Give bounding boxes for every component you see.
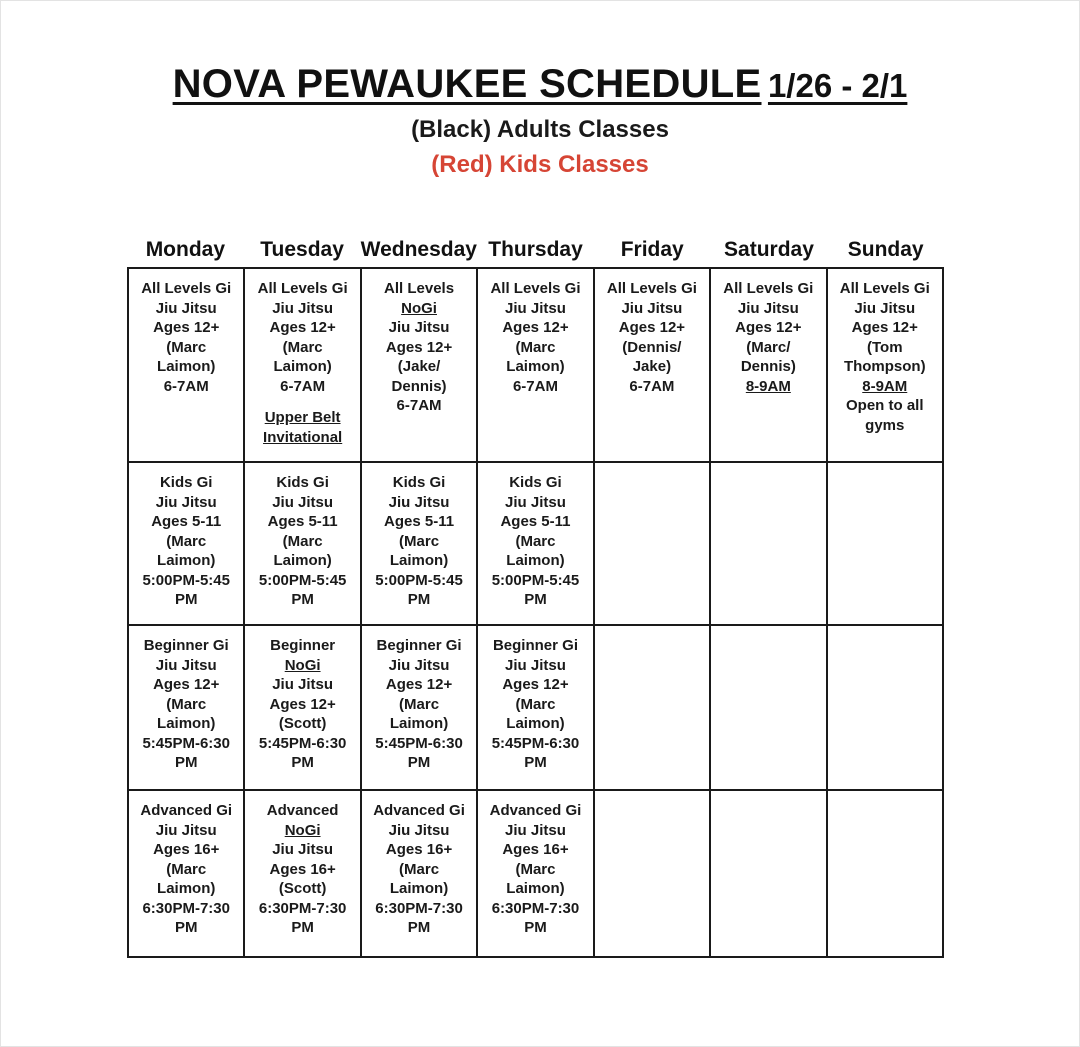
class-line: Dennis) — [391, 377, 447, 395]
class-line: 5:45PM-6:30 — [142, 734, 230, 752]
class-line: (Marc/ — [746, 338, 791, 356]
class-line: Jiu Jitsu — [155, 493, 217, 511]
class-line: Laimon) — [389, 880, 449, 897]
class-line: PM — [174, 754, 198, 771]
class-line: 6:30PM-7:30 — [375, 899, 463, 917]
class-cell-thursday — [477, 625, 593, 790]
class-line: Advanced — [266, 802, 339, 819]
class-cell-monday — [128, 268, 244, 462]
class-line: (Marc — [166, 695, 207, 713]
class-line: PM — [407, 919, 431, 936]
class-line: 8-9AM — [745, 377, 791, 395]
day-header-monday: Monday — [145, 238, 226, 261]
class-line: (Marc — [166, 532, 207, 550]
schedule-date-range: 1/26 - 2/1 — [767, 67, 908, 104]
class-line: Jiu Jitsu — [388, 319, 450, 336]
class-line: 5:00PM-5:45 — [375, 571, 463, 589]
class-cell-saturday — [710, 790, 826, 957]
class-cell-monday — [128, 462, 244, 625]
class-line: (Marc — [282, 532, 323, 550]
class-line: Jiu Jitsu — [388, 493, 450, 511]
class-line: Ages 12+ — [385, 676, 453, 693]
class-line: Jiu Jitsu — [505, 299, 566, 317]
class-line: NoGi — [284, 656, 321, 674]
class-line: Laimon) — [506, 552, 565, 569]
schedule-table — [127, 267, 944, 958]
class-line: PM — [291, 919, 314, 936]
class-line: 5:45PM-6:30 — [375, 734, 463, 752]
class-line: Ages 5-11 — [151, 513, 222, 530]
class-line: 5:00PM-5:45 — [142, 571, 230, 589]
class-line: (Tom — [866, 338, 903, 356]
day-header-row — [127, 238, 944, 268]
class-line: (Scott) — [278, 715, 327, 732]
class-line: Laimon) — [506, 358, 565, 375]
class-line: Dennis) — [740, 358, 796, 375]
class-line: Ages 12+ — [735, 319, 802, 336]
class-cell-friday — [594, 462, 710, 625]
class-line: Jiu Jitsu — [155, 821, 217, 839]
class-cell-thursday — [477, 268, 593, 462]
class-line: Ages 12+ — [502, 676, 569, 693]
class-line: Jiu Jitsu — [621, 299, 683, 317]
class-cell-sunday — [827, 268, 943, 462]
event-note: Upper Belt — [264, 409, 341, 426]
class-line: 6:30PM-7:30 — [258, 899, 347, 917]
class-line: Beginner Gi — [143, 637, 229, 654]
class-line: 6-7AM — [512, 377, 558, 395]
class-line: Ages 12+ — [502, 319, 569, 336]
page-title — [0, 62, 1080, 107]
class-line: Laimon) — [389, 552, 449, 569]
class-line: NoGi — [284, 821, 321, 839]
schedule-row — [128, 462, 943, 625]
class-line: Kids Gi — [509, 474, 562, 491]
class-line: Jake) — [632, 358, 672, 375]
class-cell-tuesday — [244, 268, 360, 462]
class-line: Ages 5-11 — [267, 513, 338, 530]
class-line: (Marc — [166, 338, 207, 356]
class-line: 5:00PM-5:45 — [491, 571, 580, 589]
class-line: Advanced Gi — [373, 802, 465, 819]
class-cell-monday — [128, 625, 244, 790]
class-line: All Levels Gi — [257, 280, 348, 297]
class-cell-wednesday — [361, 790, 477, 957]
day-header-sunday: Sunday — [847, 238, 924, 261]
class-line: Jiu Jitsu — [505, 656, 566, 674]
class-line: Ages 16+ — [385, 841, 453, 858]
class-line: 5:45PM-6:30 — [491, 734, 580, 752]
class-line: Jiu Jitsu — [272, 493, 334, 511]
class-line: 6-7AM — [396, 397, 442, 414]
day-header-wednesday: Wednesday — [360, 238, 477, 261]
class-line: (Jake/ — [397, 358, 441, 375]
class-line: Jiu Jitsu — [155, 656, 217, 674]
class-line: PM — [524, 754, 547, 771]
class-line: 6:30PM-7:30 — [491, 899, 580, 917]
class-line: 6-7AM — [163, 377, 209, 395]
day-header-tuesday: Tuesday — [260, 238, 344, 261]
class-line: 5:00PM-5:45 — [258, 571, 347, 589]
class-cell-wednesday — [361, 462, 477, 625]
class-line: Ages 12+ — [269, 695, 336, 713]
class-line: PM — [524, 591, 547, 608]
class-line: Jiu Jitsu — [854, 299, 916, 317]
class-cell-thursday — [477, 790, 593, 957]
class-line: (Marc — [399, 532, 440, 550]
class-line: Jiu Jitsu — [272, 676, 334, 693]
class-line: 6-7AM — [629, 377, 675, 395]
class-line: Thompson) — [843, 358, 926, 375]
class-cell-sunday — [827, 790, 943, 957]
schedule-row — [128, 790, 943, 957]
class-line: (Marc — [515, 695, 556, 713]
class-line: Laimon) — [157, 552, 216, 569]
class-cell-tuesday — [244, 790, 360, 957]
class-line: PM — [524, 919, 547, 936]
class-line: (Scott) — [278, 880, 327, 897]
class-cell-sunday — [827, 462, 943, 625]
class-line: Jiu Jitsu — [505, 821, 566, 839]
class-line: Ages 12+ — [385, 338, 453, 356]
class-line: 8-9AM — [862, 377, 908, 395]
class-line: Jiu Jitsu — [272, 841, 334, 858]
legend-kids: (Red) Kids Classes — [431, 151, 649, 178]
class-line: PM — [291, 591, 314, 608]
class-line: Laimon) — [157, 715, 216, 732]
spacer — [247, 396, 357, 408]
day-header-thursday: Thursday — [488, 238, 583, 261]
class-line: (Marc — [166, 860, 207, 878]
class-line: Laimon) — [389, 715, 449, 732]
class-line: (Marc — [515, 532, 556, 550]
class-cell-tuesday — [244, 462, 360, 625]
event-note: Invitational — [263, 428, 343, 446]
class-line: Laimon) — [273, 552, 332, 569]
class-cell-saturday — [710, 462, 826, 625]
class-line: Jiu Jitsu — [388, 821, 450, 839]
class-line: Beginner — [270, 637, 336, 654]
class-line: Ages 12+ — [153, 676, 220, 693]
class-cell-wednesday — [361, 268, 477, 462]
class-line: (Marc — [515, 338, 556, 356]
class-line: Advanced Gi — [140, 802, 233, 819]
class-line: (Marc — [399, 860, 440, 878]
class-line: (Dennis/ — [622, 338, 682, 356]
class-cell-monday — [128, 790, 244, 957]
legend-adults: (Black) Adults Classes — [411, 116, 669, 143]
day-header-friday: Friday — [620, 238, 684, 261]
class-line: Ages 16+ — [502, 841, 569, 858]
class-line: All Levels Gi — [490, 280, 581, 297]
class-line: PM — [174, 591, 198, 608]
class-line: Laimon) — [157, 880, 216, 897]
class-line: Jiu Jitsu — [272, 299, 334, 317]
class-line: All Levels Gi — [141, 280, 232, 297]
class-line: Kids Gi — [276, 474, 329, 491]
class-line: PM — [174, 919, 198, 936]
class-line: All Levels Gi — [723, 280, 814, 297]
class-line: Laimon) — [506, 715, 565, 732]
schedule-title: NOVA PEWAUKEE SCHEDULE — [172, 62, 762, 106]
class-cell-thursday — [477, 462, 593, 625]
class-line: (Marc — [515, 860, 556, 878]
class-line: Jiu Jitsu — [388, 656, 450, 674]
class-line: Laimon) — [157, 358, 216, 375]
class-line: Jiu Jitsu — [155, 299, 217, 317]
class-line: Ages 12+ — [618, 319, 686, 336]
class-line: Jiu Jitsu — [737, 299, 799, 317]
class-line: Advanced Gi — [489, 802, 582, 819]
class-line: Jiu Jitsu — [505, 493, 566, 511]
class-line: Ages 5-11 — [500, 513, 571, 530]
class-line: PM — [407, 591, 431, 608]
class-line: All Levels Gi — [606, 280, 697, 297]
class-line: NoGi — [401, 299, 437, 317]
class-line: (Marc — [282, 338, 323, 356]
class-line: 5:45PM-6:30 — [258, 734, 347, 752]
class-line: Ages 12+ — [851, 319, 918, 336]
class-line: Ages 12+ — [269, 319, 336, 336]
class-line: Ages 5-11 — [384, 513, 455, 530]
schedule-row — [128, 625, 943, 790]
class-cell-saturday — [710, 268, 826, 462]
class-line: All Levels — [384, 280, 455, 297]
class-line: All Levels Gi — [839, 280, 930, 297]
class-cell-friday — [594, 268, 710, 462]
class-line: Beginner Gi — [492, 637, 578, 654]
class-line: Beginner Gi — [376, 637, 462, 654]
class-line: Ages 12+ — [153, 319, 220, 336]
class-line: PM — [291, 754, 314, 771]
class-line: gyms — [865, 416, 905, 434]
class-cell-friday — [594, 790, 710, 957]
class-cell-friday — [594, 625, 710, 790]
schedule-row — [128, 268, 943, 462]
class-line: Ages 16+ — [269, 860, 336, 878]
class-line: Open to all — [846, 397, 924, 414]
class-line: Ages 16+ — [153, 841, 220, 858]
day-header-saturday: Saturday — [724, 238, 814, 261]
class-cell-saturday — [710, 625, 826, 790]
class-line: Kids Gi — [392, 474, 446, 491]
class-cell-sunday — [827, 625, 943, 790]
class-line: Laimon) — [273, 358, 332, 375]
class-line: 6:30PM-7:30 — [142, 899, 230, 917]
class-cell-tuesday — [244, 625, 360, 790]
class-line: Kids Gi — [159, 474, 213, 491]
class-line: (Marc — [399, 695, 440, 713]
class-line: PM — [407, 754, 431, 771]
class-line: Laimon) — [506, 880, 565, 897]
class-line: 6-7AM — [280, 377, 326, 395]
class-cell-wednesday — [361, 625, 477, 790]
